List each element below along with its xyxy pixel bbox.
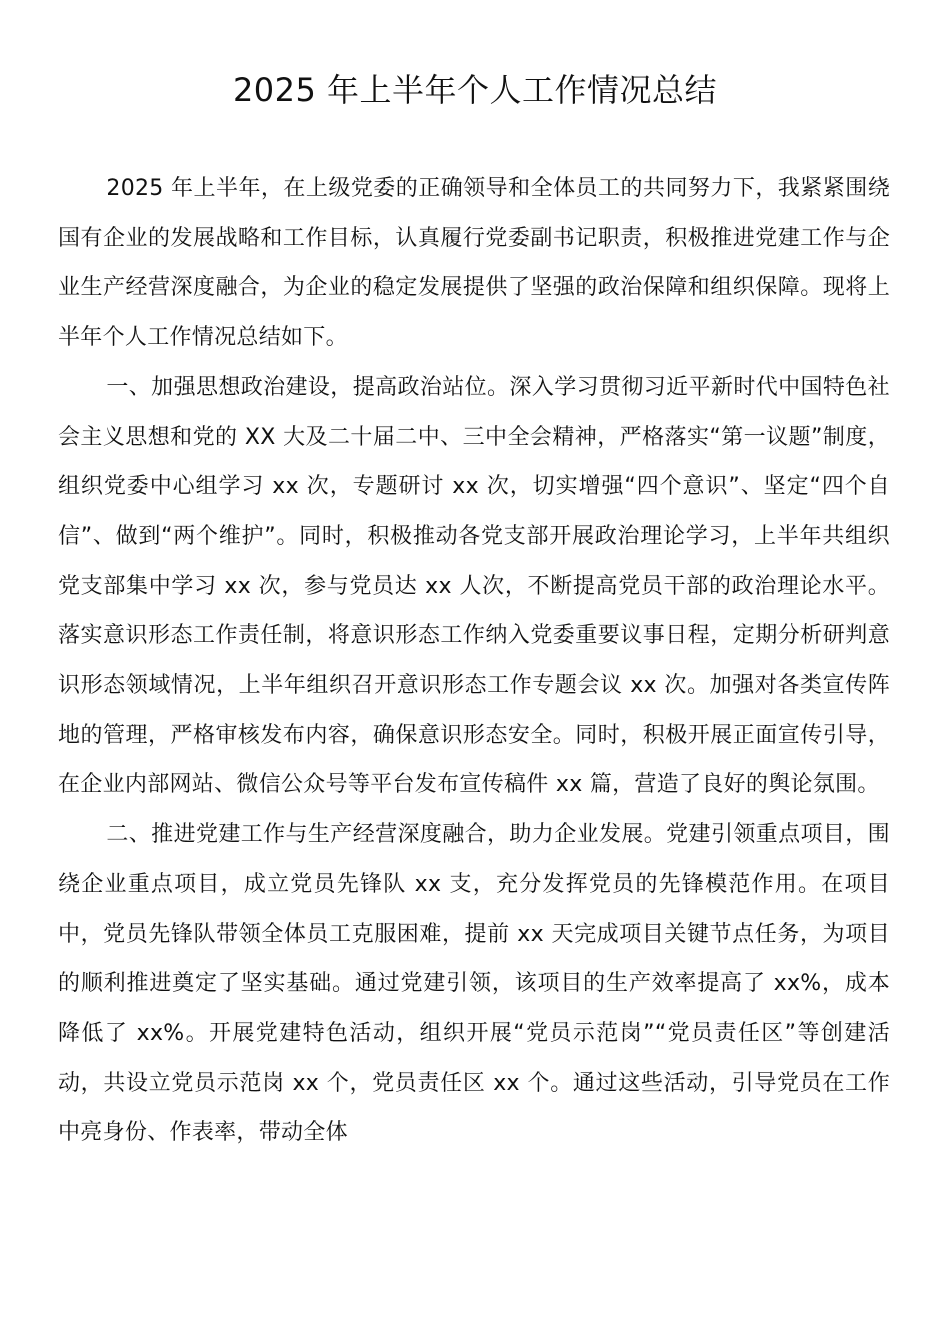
document-body xyxy=(58,164,890,1158)
paragraph-intro: 2025 年上半年，在上级党委的正确领导和全体员工的共同努力下，我紧紧围绕国有企业的发展战略和工作目标，认真履行党委副书记职责，积极推进党建工作与企业生产经营深度融合，为企业的稳定发展提供了坚强的政治保障和组织保障。现将上半年个人工作情况总结如下。 xyxy=(58,176,890,351)
paragraph-section-2: 二、推进党建工作与生产经营深度融合，助力企业发展。党建引领重点项目，围绕企业重点项目，成立党员先锋队 xx 支，充分发挥党员的先锋模范作用。在项目中，党员先锋队带领全体员工克服困难，提前 xx 天完成项目关键节点任务，为项目的顺利推进奠定了坚实基础。通过党建引领，该项目的生产效率提高了 xx%，成本降低了 xx%。开展党建特色活动，组织开展“党员示范岗”“党员责任区”等创建活动，共设立党员示范岗 xx 个，党员责任区 xx 个。通过这些活动，引导党员在工作中亮身份、作表率，带动全体 xyxy=(58,822,890,1146)
document-title: 2025 年上半年个人工作情况总结 xyxy=(232,71,718,109)
paragraph-section-1: 一、加强思想政治建设，提高政治站位。深入学习贯彻习近平新时代中国特色社会主义思想和党的 XX 大及二十届二中、三中全会精神，严格落实“第一议题”制度，组织党委中心组学习 xx 次，专题研讨 xx 次，切实增强“四个意识”、坚定“四个自信”、做到“两个维护”。同时，积极推动各党支部开展政治理论学习，上半年共组织党支部集中学习 xx 次，参与党员达 xx 人次，不断提高党员干部的政治理论水平。落实意识形态工作责任制，将意识形态工作纳入党委重要议事日程，定期分析研判意识形态领域情况，上半年组织召开意识形态工作专题会议 xx 次。加强对各类宣传阵地的管理，严格审核发布内容，确保意识形态安全。同时，积极开展正面宣传引导，在企业内部网站、微信公众号等平台发布宣传稿件 xx 篇，营造了良好的舆论氛围。 xyxy=(58,374,890,798)
